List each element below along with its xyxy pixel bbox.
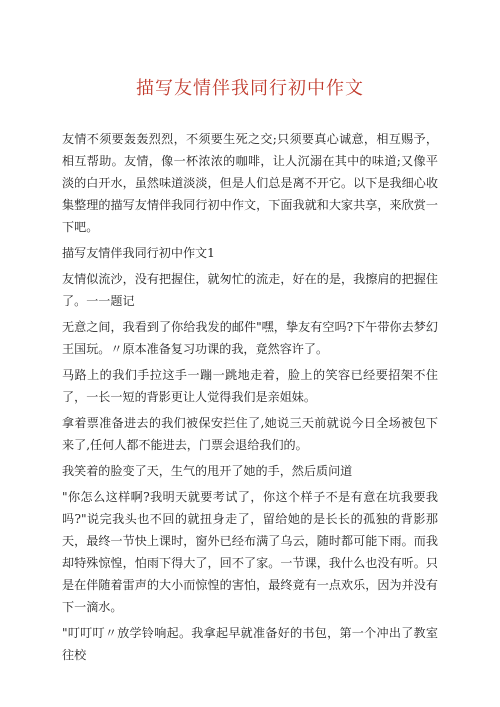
document-title: 描写友情伴我同行初中作文	[136, 78, 364, 99]
body-paragraph: "你怎么这样啊?我明天就要考试了，你这个样子不是有意在坑我要我吗?"说完我头也不回的就扭身走了，留给她的是长长的孤独的背影那天，最终一节快上课时，窗外已经布满了乌云，随时都可能下雨。而我却特殊惊惶，怕雨下得大了，回不了家。一节课，我什么也没有听。只是在伴随着雷声的大小而惊惶的害怕，最终竟有一点欢乐，因为并没有下一滴水。	[62, 490, 438, 614]
body-paragraph: 我笑着的脸变了天，生气的甩开了她的手，然后质问道	[62, 464, 353, 478]
body-paragraph: "叮叮叮〃放学铃响起。我拿起早就准备好的书包，第一个冲出了教室往校	[62, 626, 438, 662]
body-paragraph: 拿着票准备进去的我们被保安拦住了,她说三天前就说今日全场被包下来了,任何人都不能进去，门票会退给我们的。	[62, 416, 438, 452]
body-paragraph: 友情似流沙，没有把握住，就匆忙的流走，好在的是，我擦肩的把握住了。一一题记	[62, 272, 438, 308]
body-paragraph: 马路上的我们手拉这手一蹦一跳地走着，脸上的笑容已经要招架不住了，一长一短的背影更让人觉得我们是亲姐妹。	[62, 368, 438, 404]
essay-heading: 描写友情伴我同行初中作文1	[62, 246, 215, 260]
body-paragraph: 无意之间，我看到了你给我发的邮件"嘿，挚友有空吗?下午带你去梦幻王国玩。〃原本准备复习功课的我，竟然容许了。	[62, 320, 438, 356]
intro-paragraph: 友情不须要轰轰烈烈，不须要生死之交;只须要真心诚意，相互赐予，相互帮助。友情，像一杯浓浓的咖啡，让人沉溺在其中的味道;又像平淡的白开水，虽然味道淡淡，但是人们总是离不开它。以下是我细心收集整理的描写友情伴我同行初中作文，下面我就和大家共享，来欣赏一下吧。	[62, 132, 438, 234]
